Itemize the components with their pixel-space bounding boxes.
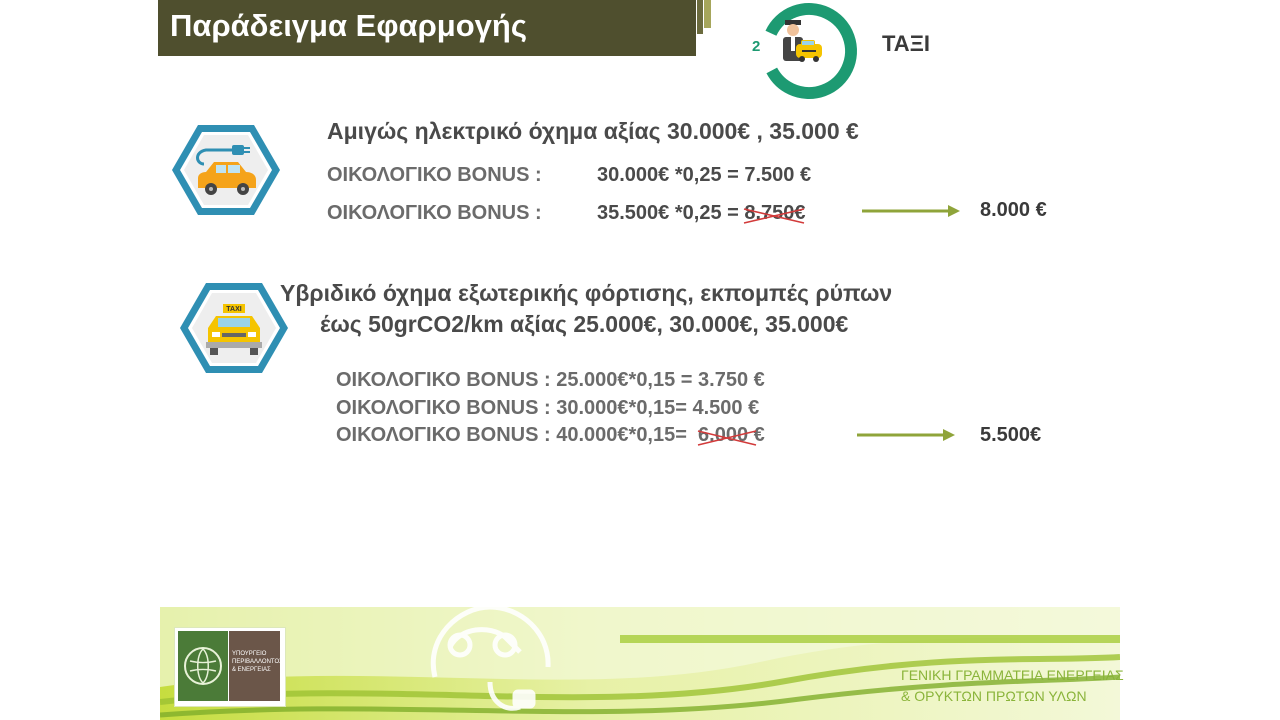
taxi-driver-icon bbox=[783, 20, 822, 62]
step-number: 2 bbox=[752, 38, 761, 55]
arrow-right-icon bbox=[862, 203, 962, 219]
section2-heading-line2: έως 50grCO2/km αξίας 25.000€, 30.000€, 35.000€ bbox=[320, 311, 849, 337]
title-accent-stripe-light bbox=[704, 0, 711, 28]
arrow-right-icon bbox=[857, 427, 957, 443]
progress-ring bbox=[758, 2, 858, 100]
bonus-calc bbox=[597, 202, 806, 225]
bonus-row: ΟΙΚΟΛΟΓΙΚΟ BONUS : 25.000€*0,15 = 3.750 € bbox=[336, 369, 765, 391]
bonus-row: ΟΙΚΟΛΟΓΙΚΟ BONUS : 30.000€*0,15= 4.500 € bbox=[336, 397, 760, 419]
org-line2: & ΟΡΥΚΤΩΝ ΠΡΩΤΩΝ ΥΛΩΝ bbox=[901, 688, 1087, 704]
struck-value: 6.000 bbox=[698, 424, 748, 447]
ministry-name: ΥΠΟΥΡΓΕΙΟ ΠΕΡΙΒΑΛΛΟΝΤΟΣ & ΕΝΕΡΓΕΙΑΣ bbox=[232, 651, 283, 673]
page-title: Παράδειγμα Εφαρμογής bbox=[170, 8, 527, 43]
bonus-label: ΟΙΚΟΛΟΓΙΚΟ BONUS : bbox=[327, 202, 542, 224]
calc-prefix: ΟΙΚΟΛΟΓΙΚΟ BONUS : 40.000€*0,15= bbox=[336, 424, 699, 446]
taxi-label: ΤΑΞΙ bbox=[882, 31, 930, 56]
calc-prefix: 35.500€ *0,25 = bbox=[597, 202, 745, 224]
title-accent-stripe bbox=[697, 0, 703, 34]
bonus-calc: 30.000€ *0,25 = 7.500 € bbox=[597, 164, 812, 186]
org-line1: ΓΕΝΙΚΗ ΓΡΑΜΜΑΤΕΙΑ ΕΝΕΡΓΕΙΑΣ bbox=[901, 667, 1124, 683]
calc-suffix: € bbox=[748, 424, 765, 446]
electric-car-icon bbox=[170, 122, 282, 218]
bonus-row bbox=[336, 424, 765, 447]
section1-heading: Αμιγώς ηλεκτρικό όχημα αξίας 30.000€ , 35.000 € bbox=[327, 118, 859, 144]
organization-name bbox=[901, 665, 1124, 707]
struck-value: 8.750 bbox=[744, 202, 794, 225]
section2-heading-line1: Υβριδικό όχημα εξωτερικής φόρτισης, εκπομπές ρύπων bbox=[280, 280, 893, 306]
ministry-logo-icon bbox=[178, 631, 228, 701]
bonus-label: ΟΙΚΟΛΟΓΙΚΟ BONUS : bbox=[327, 164, 542, 186]
result-value: 8.000 € bbox=[980, 199, 1047, 221]
calc-suffix: € bbox=[794, 202, 806, 224]
taxi-car-icon bbox=[178, 280, 290, 376]
svg-text:TAXI: TAXI bbox=[226, 306, 242, 313]
result-value: 5.500€ bbox=[980, 424, 1042, 446]
